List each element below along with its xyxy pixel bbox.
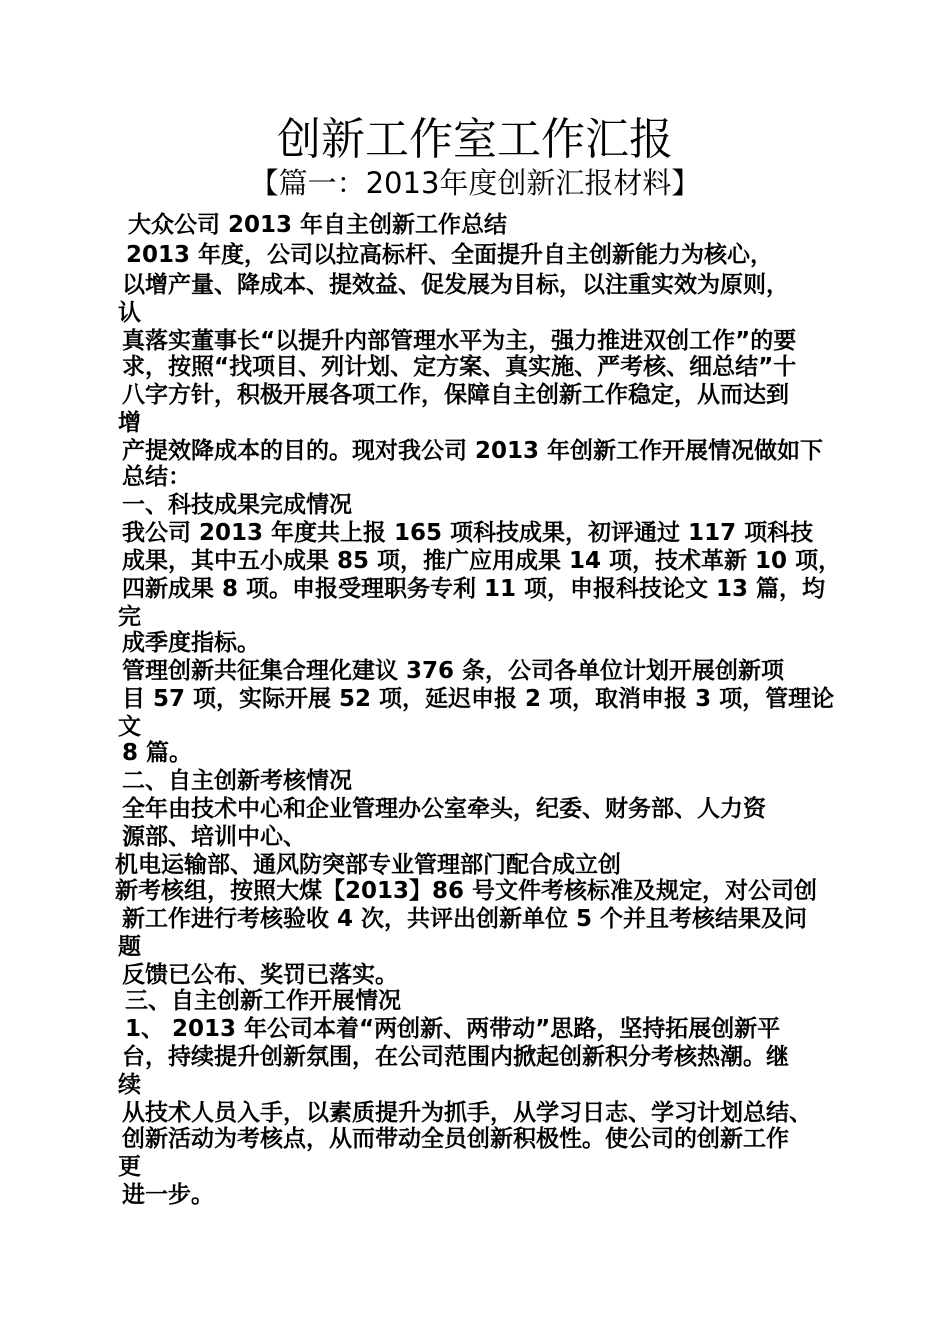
- document-title: 创新工作室工作汇报: [277, 114, 673, 165]
- body-line: 2013 年度，公司以拉高标杆、全面提升自主创新能力为核心，: [126, 242, 774, 268]
- section-heading: 一、科技成果完成情况: [122, 492, 352, 518]
- body-line: 新工作进行考核验收 4 次，共评出创新单位 5 个并且考核结果及问: [122, 906, 808, 932]
- body-line: 完: [118, 604, 141, 630]
- body-line: 新考核组，按照大煤【2013】86 号文件考核标准及规定，对公司创: [115, 878, 818, 904]
- body-line: 八字方针，积极开展各项工作，保障自主创新工作稳定，从而达到: [122, 382, 789, 408]
- body-line: 增: [118, 410, 141, 436]
- body-line: 反馈已公布、奖罚已落实。: [122, 962, 398, 988]
- body-line: 真落实董事长“以提升内部管理水平为主，强力推进双创工作”的要: [122, 328, 797, 354]
- body-line: 创新活动为考核点，从而带动全员创新积极性。使公司的创新工作: [122, 1126, 789, 1152]
- document-subtitle: 【篇一：2013年度创新汇报材料】: [249, 166, 701, 200]
- body-line: 四新成果 8 项。申报受理职务专利 11 项，申报科技论文 13 篇，均: [122, 576, 826, 602]
- section-heading: 三、自主创新工作开展情况: [125, 988, 401, 1014]
- body-line: 文: [118, 714, 141, 740]
- body-line: 我公司 2013 年度共上报 165 项科技成果，初评通过 117 项科技: [122, 520, 814, 546]
- section-heading: 二、自主创新考核情况: [122, 768, 352, 794]
- body-line: 管理创新共征集合理化建议 376 条，公司各单位计划开展创新项: [122, 658, 785, 684]
- body-line: 以增产量、降成本、提效益、促发展为目标，以注重实效为原则，: [122, 272, 789, 298]
- body-line: 目 57 项，实际开展 52 项，延迟申报 2 项，取消申报 3 项，管理论: [122, 686, 835, 712]
- body-line: 源部、培训中心、: [122, 824, 306, 850]
- body-line: 成果，其中五小成果 85 项，推广应用成果 14 项，技术革新 10 项，: [122, 548, 842, 574]
- body-line: 更: [118, 1154, 141, 1180]
- body-line: 总结：: [122, 464, 191, 490]
- body-line: 题: [118, 934, 141, 960]
- body-line: 8 篇。: [122, 740, 193, 766]
- body-line: 全年由技术中心和企业管理办公室牵头，纪委、财务部、人力资: [122, 796, 766, 822]
- body-line: 求，按照“找项目、列计划、定方案、真实施、严考核、细总结”十: [122, 354, 797, 380]
- body-line: 成季度指标。: [122, 630, 260, 656]
- body-line: 续: [118, 1072, 141, 1098]
- body-line: 进一步。: [122, 1182, 214, 1208]
- body-line: 认: [118, 300, 141, 326]
- body-line: 从技术人员入手，以素质提升为抓手，从学习日志、学习计划总结、: [122, 1100, 812, 1126]
- body-line: 台，持续提升创新氛围，在公司范围内掀起创新积分考核热潮。继: [122, 1044, 789, 1070]
- body-line: 产提效降成本的目的。现对我公司 2013 年创新工作开展情况做如下: [122, 438, 824, 464]
- body-line: 1、 2013 年公司本着“两创新、两带动”思路，坚持拓展创新平: [125, 1016, 781, 1042]
- body-line: 大众公司 2013 年自主创新工作总结: [128, 212, 508, 238]
- body-line: 机电运输部、通风防突部专业管理部门配合成立创: [115, 852, 621, 878]
